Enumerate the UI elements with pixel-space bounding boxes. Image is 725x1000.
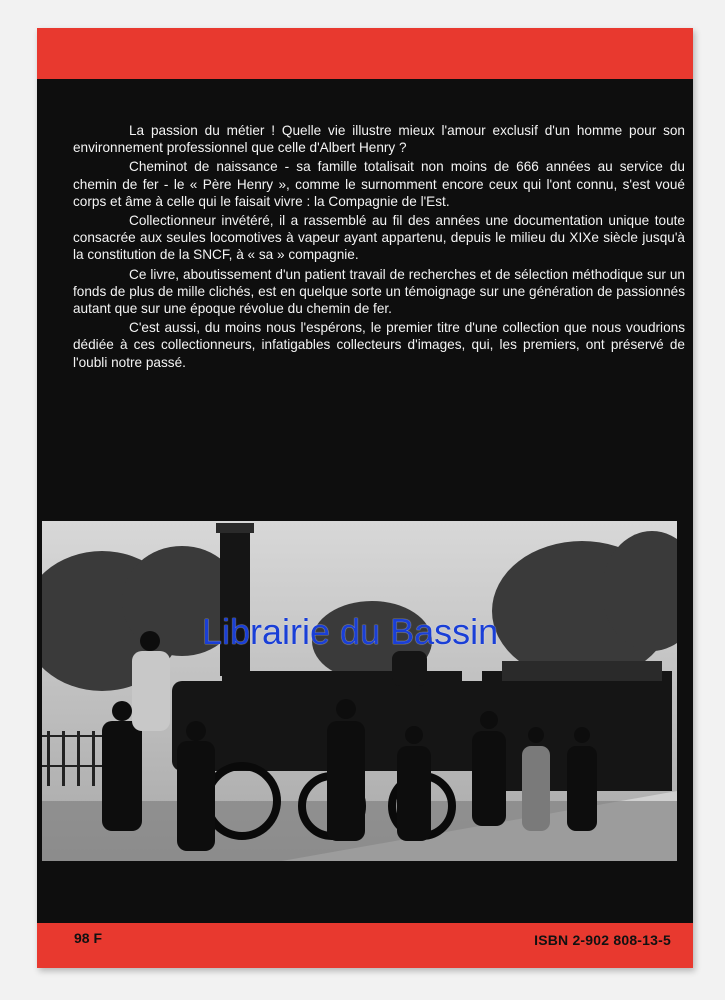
locomotive-photo-illustration xyxy=(42,521,677,861)
blurb-paragraph-1: La passion du métier ! Quelle vie illustre mieux l'amour exclusif d'un homme pour son environnement professionnel que celle d'Albert Henry ? xyxy=(73,123,685,156)
watermark-text: Librairie du Bassin xyxy=(202,611,499,652)
price-label: 98 F xyxy=(74,930,103,946)
blurb-paragraph-3: Collectionneur invétéré, il a rassemblé au fil des années une documentation unique toute consacrée aux seules locomotives à vapeur ayant appartenu, depuis le milieu du XIXe siècle jusqu'à la constitution de la SNCF, à « sa » compagnie. xyxy=(73,213,685,263)
blurb-text xyxy=(73,122,685,373)
blurb-paragraph-2: Cheminot de naissance - sa famille totalisait non moins de 666 années au service du chemin de fer - le « Père Henry », comme le surnomment encore ceux qui l'ont connu, s'est voué corps et âme à celle qui le faisait vivre : la Compagnie de l'Est. xyxy=(73,159,685,209)
isbn-label: ISBN 2-902 808-13-5 xyxy=(534,932,671,948)
locomotive-photo xyxy=(42,521,677,861)
book-back-cover xyxy=(37,28,693,968)
blurb-paragraph-4: Ce livre, aboutissement d'un patient travail de recherches et de sélection méthodique sur un fonds de plus de mille clichés, est en quelque sorte un témoignage sur une génération de passionnés autant que sur une époque révolue du chemin de fer. xyxy=(73,266,685,317)
blurb-paragraph-5: C'est aussi, du moins nous l'espérons, le premier titre d'une collection que nous voudrions dédiée à ces collectionneurs, infatigables collecteurs d'images, qui, les premiers, ont préservé de l'oubli notre passé. xyxy=(73,320,685,370)
